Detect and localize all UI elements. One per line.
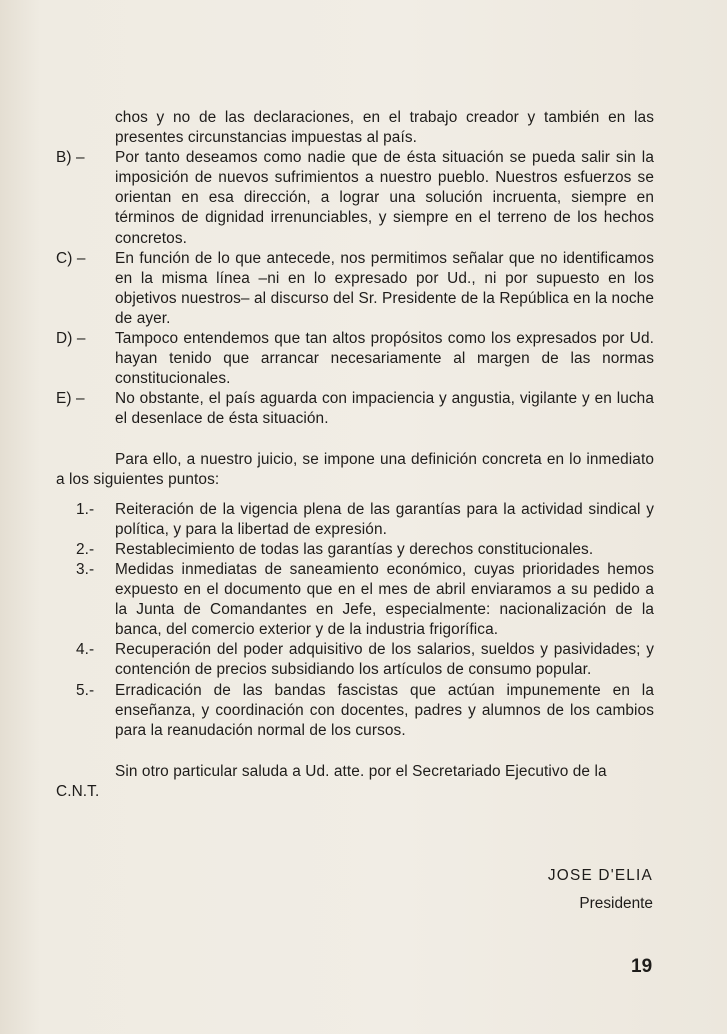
item-label: D) – [56,330,86,348]
point-4 [56,640,654,680]
item-b [56,148,654,248]
item-label: E) – [56,390,85,408]
point-5 [56,681,654,741]
point-text: Medidas inmediatas de saneamiento económico, cuyas prioridades hemos expuesto en el documento que en el mes de abril enviaramos a su pedido a la Junta de Comandantes en Jefe, especialmente: nacionalización de la banca, del comercio exterior y de la industria frigorífica. [115,560,654,639]
item-label: B) – [56,149,85,167]
point-label: 2.- [76,540,95,558]
point-text: Recuperación del poder adquisitivo de los salarios, sueldos y pasividades; y contención de precios subsidiando los artículos de consumo popular. [115,641,654,679]
point-1 [56,500,654,540]
point-2 [56,540,654,560]
signature-name: JOSE D'ELIA [547,867,653,884]
point-text: Restablecimiento de todas las garantías y derechos constitucionales. [115,540,594,558]
document-body [56,108,654,802]
opening-line-row [56,108,654,148]
closing-paragraph: Sin otro particular saluda a Ud. atte. por el Secretariado Ejecutivo de la C.N.T. [56,762,607,800]
item-text: Por tanto deseamos como nadie que de ésta situación se pueda salir sin la imposición de nuevos sufrimientos a nuestro pueblo. Nuestros esfuerzos se orientan en esa dirección, a lograr una solución incruenta, siempre en términos de dignidad irrenunciables, y siempre en el terreno de los hechos concretos. [115,149,654,247]
page-number: 19 [631,956,653,977]
item-c [56,249,654,329]
opening-line: chos y no de las declaraciones, en el trabajo creador y también en las presentes circunstancias impuestas al país. [115,109,654,147]
signature-title: Presidente [579,895,653,912]
point-3 [56,560,654,640]
item-text: En función de lo que antecede, nos permitimos señalar que no identificamos en la misma línea –ni en lo expresado por Ud., ni por supuesto en los objetivos nuestros– al discurso del Sr. Presidente de la República en la noche de ayer. [115,249,654,327]
item-text: No obstante, el país aguarda con impaciencia y angustia, vigilante y en lucha el desenlace de ésta situación. [115,390,654,428]
point-text: Erradicación de las bandas fascistas que actúan impunemente en la enseñanza, y coordinación con docentes, padres y alumnos de los cambios para la reanudación normal de los cursos. [115,681,654,739]
item-text: Tampoco entendemos que tan altos propósitos como los expresados por Ud. hayan tenido que arrancar necesariamente al margen de las normas constitucionales. [115,330,654,388]
item-label: C) – [56,249,86,267]
numbered-list [56,500,654,741]
intro-paragraph: Para ello, a nuestro juicio, se impone una definición concreta en lo inmediato a los siguientes puntos: [56,450,654,488]
item-e [56,389,654,429]
signature-block [548,862,653,918]
point-label: 5.- [76,681,95,699]
point-label: 4.- [76,641,95,659]
point-label: 3.- [76,560,95,578]
point-label: 1.- [76,500,95,518]
item-d [56,329,654,389]
point-text: Reiteración de la vigencia plena de las garantías para la actividad sindical y política, y para la libertad de expresión. [115,500,654,538]
